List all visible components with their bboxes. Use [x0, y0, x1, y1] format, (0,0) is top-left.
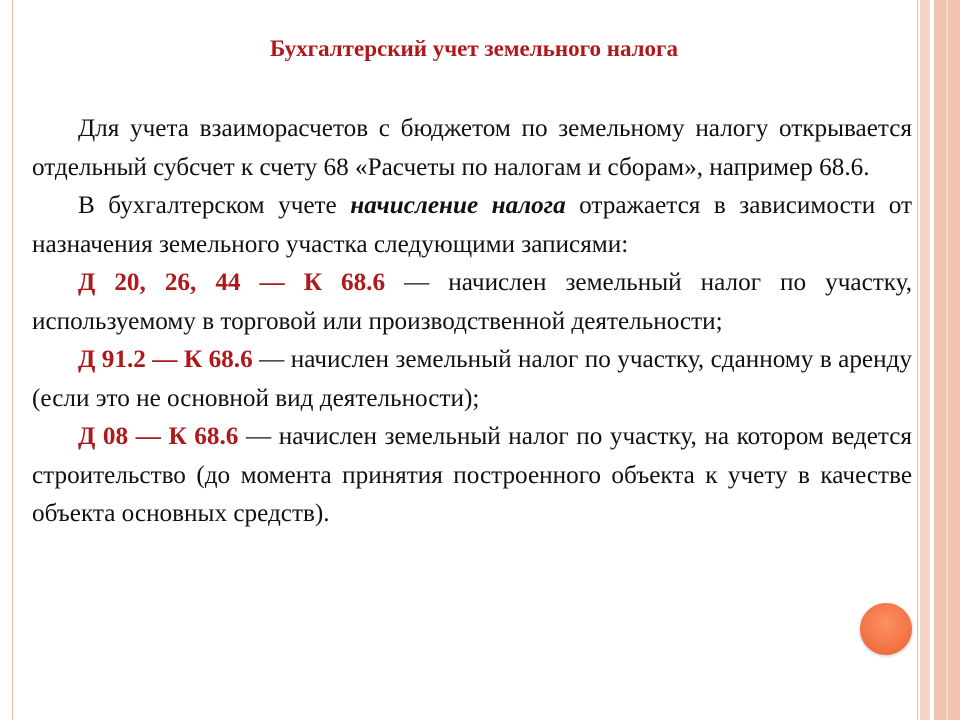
entry-text: — начислен земельный налог по участку, на котором ведется строительство (до момента принятия построенного объекта к учету в качестве объекта основных средств).	[32, 423, 913, 527]
entry-code: Д 20, 26, 44 — К 68.6	[78, 269, 386, 296]
entry-code: Д 91.2 — К 68.6	[78, 346, 253, 373]
paragraph-subaccount: Для учета взаиморасчетов с бюджетом по земельному налогу открывается отдельный субсчет к счету 68 «Расчеты по налогам и сборам», например 68.6.	[32, 115, 912, 181]
slide-body	[32, 110, 912, 534]
entry-text: — начислен земельный налог по участку, сданному в аренду (если это не основной вид деятельности);	[32, 346, 912, 412]
accrual-emphasis: начисление налога	[350, 192, 566, 219]
right-decor-line	[946, 0, 948, 720]
entry-trade-production	[32, 264, 912, 341]
orange-circle-decoration	[860, 603, 912, 655]
entry-construction	[32, 418, 912, 534]
paragraph-accrual	[32, 187, 912, 264]
accrual-suffix: отражается в зависимости от назначения земельного участка следующими записями:	[32, 192, 913, 258]
accrual-prefix: В бухгалтерском учете	[78, 192, 351, 219]
entry-code: Д 08 — К 68.6	[78, 423, 239, 450]
entry-rent	[32, 341, 912, 418]
right-decor-stripe	[920, 0, 930, 720]
entry-text: — начислен земельный налог по участку, используемому в торговой или производственной деятельности;	[32, 269, 913, 335]
slide-title: Бухгалтерский учет земельного налога	[270, 36, 678, 61]
